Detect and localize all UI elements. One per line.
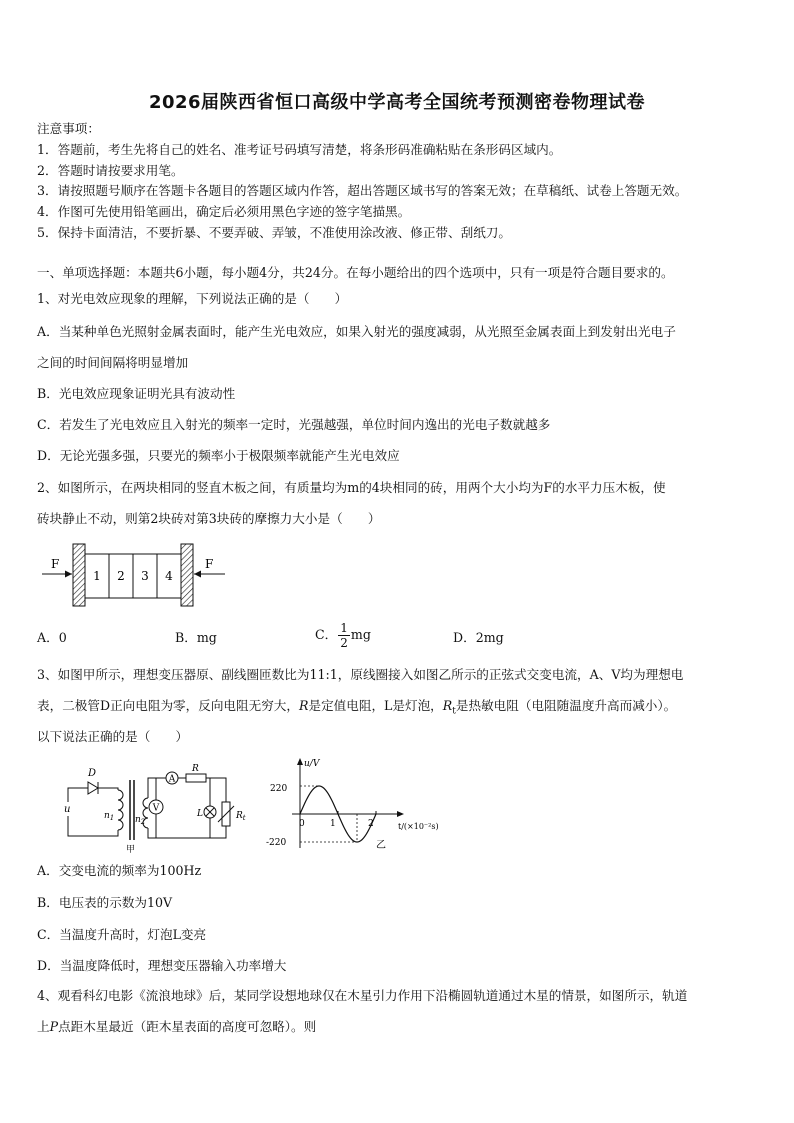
brick-label-4: 4 bbox=[165, 569, 173, 583]
q3-symbol-Rt-sub: t bbox=[452, 706, 456, 717]
n1: n bbox=[104, 811, 110, 821]
q3-option-d: D．当温度降低时，理想变压器输入功率增大 bbox=[37, 958, 287, 973]
q1-option-b: B．光电效应现象证明光具有波动性 bbox=[37, 386, 236, 401]
n2: n bbox=[135, 815, 141, 825]
x-tick-1: 1 bbox=[330, 819, 336, 829]
rt-sub: t bbox=[242, 814, 246, 822]
q2-option-c-prefix: C． bbox=[315, 627, 338, 642]
ac-voltage-graph bbox=[262, 756, 462, 856]
resistor-R bbox=[186, 774, 206, 782]
voltmeter-label: V bbox=[152, 803, 160, 814]
notice-item: 1．答题前，考生先将自己的姓名、准考证号码填写清楚，将条形码准确粘贴在条形码区域内。 bbox=[37, 142, 562, 157]
rt: R bbox=[236, 811, 243, 821]
q2-option-c bbox=[315, 621, 371, 650]
left-board bbox=[73, 544, 85, 606]
figure-jia-label: 甲 bbox=[126, 845, 136, 855]
q1-stem: 1、对光电效应现象的理解，下列说法正确的是（ ） bbox=[37, 291, 348, 306]
brick-label-1: 1 bbox=[93, 569, 101, 583]
notice-heading: 注意事项： bbox=[37, 121, 100, 136]
q2-option-b: B．mg bbox=[175, 630, 217, 645]
q3-text: 是定值电阻，L是灯泡， bbox=[308, 698, 443, 713]
q4-stem-cont bbox=[37, 1018, 316, 1036]
right-force-label: F bbox=[205, 557, 214, 571]
fraction-denominator: 2 bbox=[340, 636, 348, 650]
figure-yi-label: 乙 bbox=[376, 840, 386, 851]
q1-option-d: D．无论光强多强，只要光的频率小于极限频率就能产生光电效应 bbox=[37, 448, 400, 463]
q3-option-b: B．电压表的示数为10V bbox=[37, 895, 173, 910]
page-title: 2026届陕西省恒口高级中学高考全国统考预测密卷物理试卷 bbox=[148, 92, 646, 113]
section-heading: 一、单项选择题：本题共6小题，每小题4分，共24分。在每小题给出的四个选项中，只有一项是符合题目要求的。 bbox=[37, 265, 674, 280]
q4-symbol-P: P bbox=[49, 1019, 59, 1034]
y-tick-min: -220 bbox=[266, 838, 287, 848]
left-force-arrow bbox=[42, 571, 72, 578]
q1-option-c: C．若发生了光电效应且入射光的频率一定时，光强越强，单位时间内逸出的光电子数就越多 bbox=[37, 417, 551, 432]
left-force-label: F bbox=[51, 557, 60, 571]
circuit-figure bbox=[60, 760, 260, 856]
resistor-label: R bbox=[192, 764, 199, 774]
q3-option-c: C．当温度升高时，灯泡L变亮 bbox=[37, 927, 207, 942]
x-axis-label: t/(×10⁻²s) bbox=[398, 822, 439, 831]
lamp-label: L bbox=[197, 809, 203, 819]
notice-item: 2．答题时请按要求用笔。 bbox=[37, 163, 184, 178]
q2-stem: 2、如图所示，在两块相同的竖直木板之间，有质量均为m的4块相同的砖，用两个大小均为F的水平力压木板，使 bbox=[37, 480, 666, 495]
bricks-figure bbox=[37, 540, 237, 612]
axes bbox=[292, 760, 402, 848]
q1-option-a: A．当某种单色光照射金属表面时，能产生光电效应，如果入射光的强度减弱，从光照至金属表面上到发射出光电子 bbox=[37, 324, 676, 339]
x-axis-arrow bbox=[397, 811, 404, 817]
q3-stem-cont2: 以下说法正确的是（ ） bbox=[37, 729, 189, 744]
q3-text: 是热敏电阻（电阻随温度升高而减小）。 bbox=[455, 698, 677, 713]
brick-label-3: 3 bbox=[141, 569, 149, 583]
q4-text: 点距木星最近（距木星表面的高度可忽略）。则 bbox=[58, 1019, 317, 1034]
thermistor-label bbox=[235, 811, 246, 822]
coil-label-n1 bbox=[104, 811, 114, 822]
fraction-numerator: 1 bbox=[340, 621, 348, 635]
fraction bbox=[338, 621, 350, 650]
n1-sub: 1 bbox=[109, 814, 115, 822]
diode-label: D bbox=[88, 768, 97, 779]
lamp-L bbox=[204, 806, 216, 818]
q3-symbol-R: R bbox=[298, 698, 309, 713]
q2-stem-cont: 砖块静止不动，则第2块砖对第3块砖的摩擦力大小是（ ） bbox=[37, 511, 381, 526]
right-board bbox=[181, 544, 193, 606]
x-tick-2: 2 bbox=[368, 819, 374, 829]
notice-item: 4．作图可先使用铅笔画出，确定后必须用黑色字迹的签字笔描黑。 bbox=[37, 204, 411, 219]
notice-item: 5．保持卡面清洁，不要折暴、不要弄破、弄皱，不准使用涂改液、修正带、刮纸刀。 bbox=[37, 225, 511, 240]
q2-option-d: D．2mg bbox=[453, 630, 504, 645]
q3-stem: 3、如图甲所示，理想变压器原、副线圈匝数比为11:1，原线圈接入如图乙所示的正弦式交变电流，A、V均为理想电 bbox=[37, 667, 684, 682]
right-force-arrow bbox=[194, 571, 225, 578]
q4-text: 上 bbox=[37, 1019, 50, 1034]
origin-label: 0 bbox=[299, 819, 305, 829]
q3-stem-cont bbox=[37, 697, 676, 721]
ammeter-label: A bbox=[168, 774, 176, 785]
notice-item: 3．请按照题号顺序在答题卡各题目的答题区域内作答，超出答题区域书写的答案无效；在草稿纸、试卷上答题无效。 bbox=[37, 183, 688, 198]
q2-option-c-suffix: mg bbox=[350, 627, 371, 642]
y-tick-max: 220 bbox=[270, 784, 288, 794]
q4-stem: 4、观看科幻电影《流浪地球》后，某同学设想地球仅在木星引力作用下沿椭圆轨道通过木星的情景，如图所示，轨道 bbox=[37, 988, 688, 1003]
q2-option-a: A．0 bbox=[37, 630, 67, 645]
q3-text: 表，二极管D正向电阻为零，反向电阻无穷大， bbox=[37, 698, 299, 713]
q3-option-a: A．交变电流的频率为100Hz bbox=[37, 863, 202, 878]
source-label-u: u bbox=[64, 804, 71, 815]
y-axis-label: u/V bbox=[304, 759, 320, 769]
q1-option-a-cont: 之间的时间间隔将明显增加 bbox=[37, 355, 189, 370]
q3-symbol-Rt: R bbox=[442, 698, 453, 713]
brick-label-2: 2 bbox=[117, 569, 125, 583]
y-axis-arrow bbox=[297, 758, 303, 765]
n2-sub: 2 bbox=[140, 818, 146, 826]
